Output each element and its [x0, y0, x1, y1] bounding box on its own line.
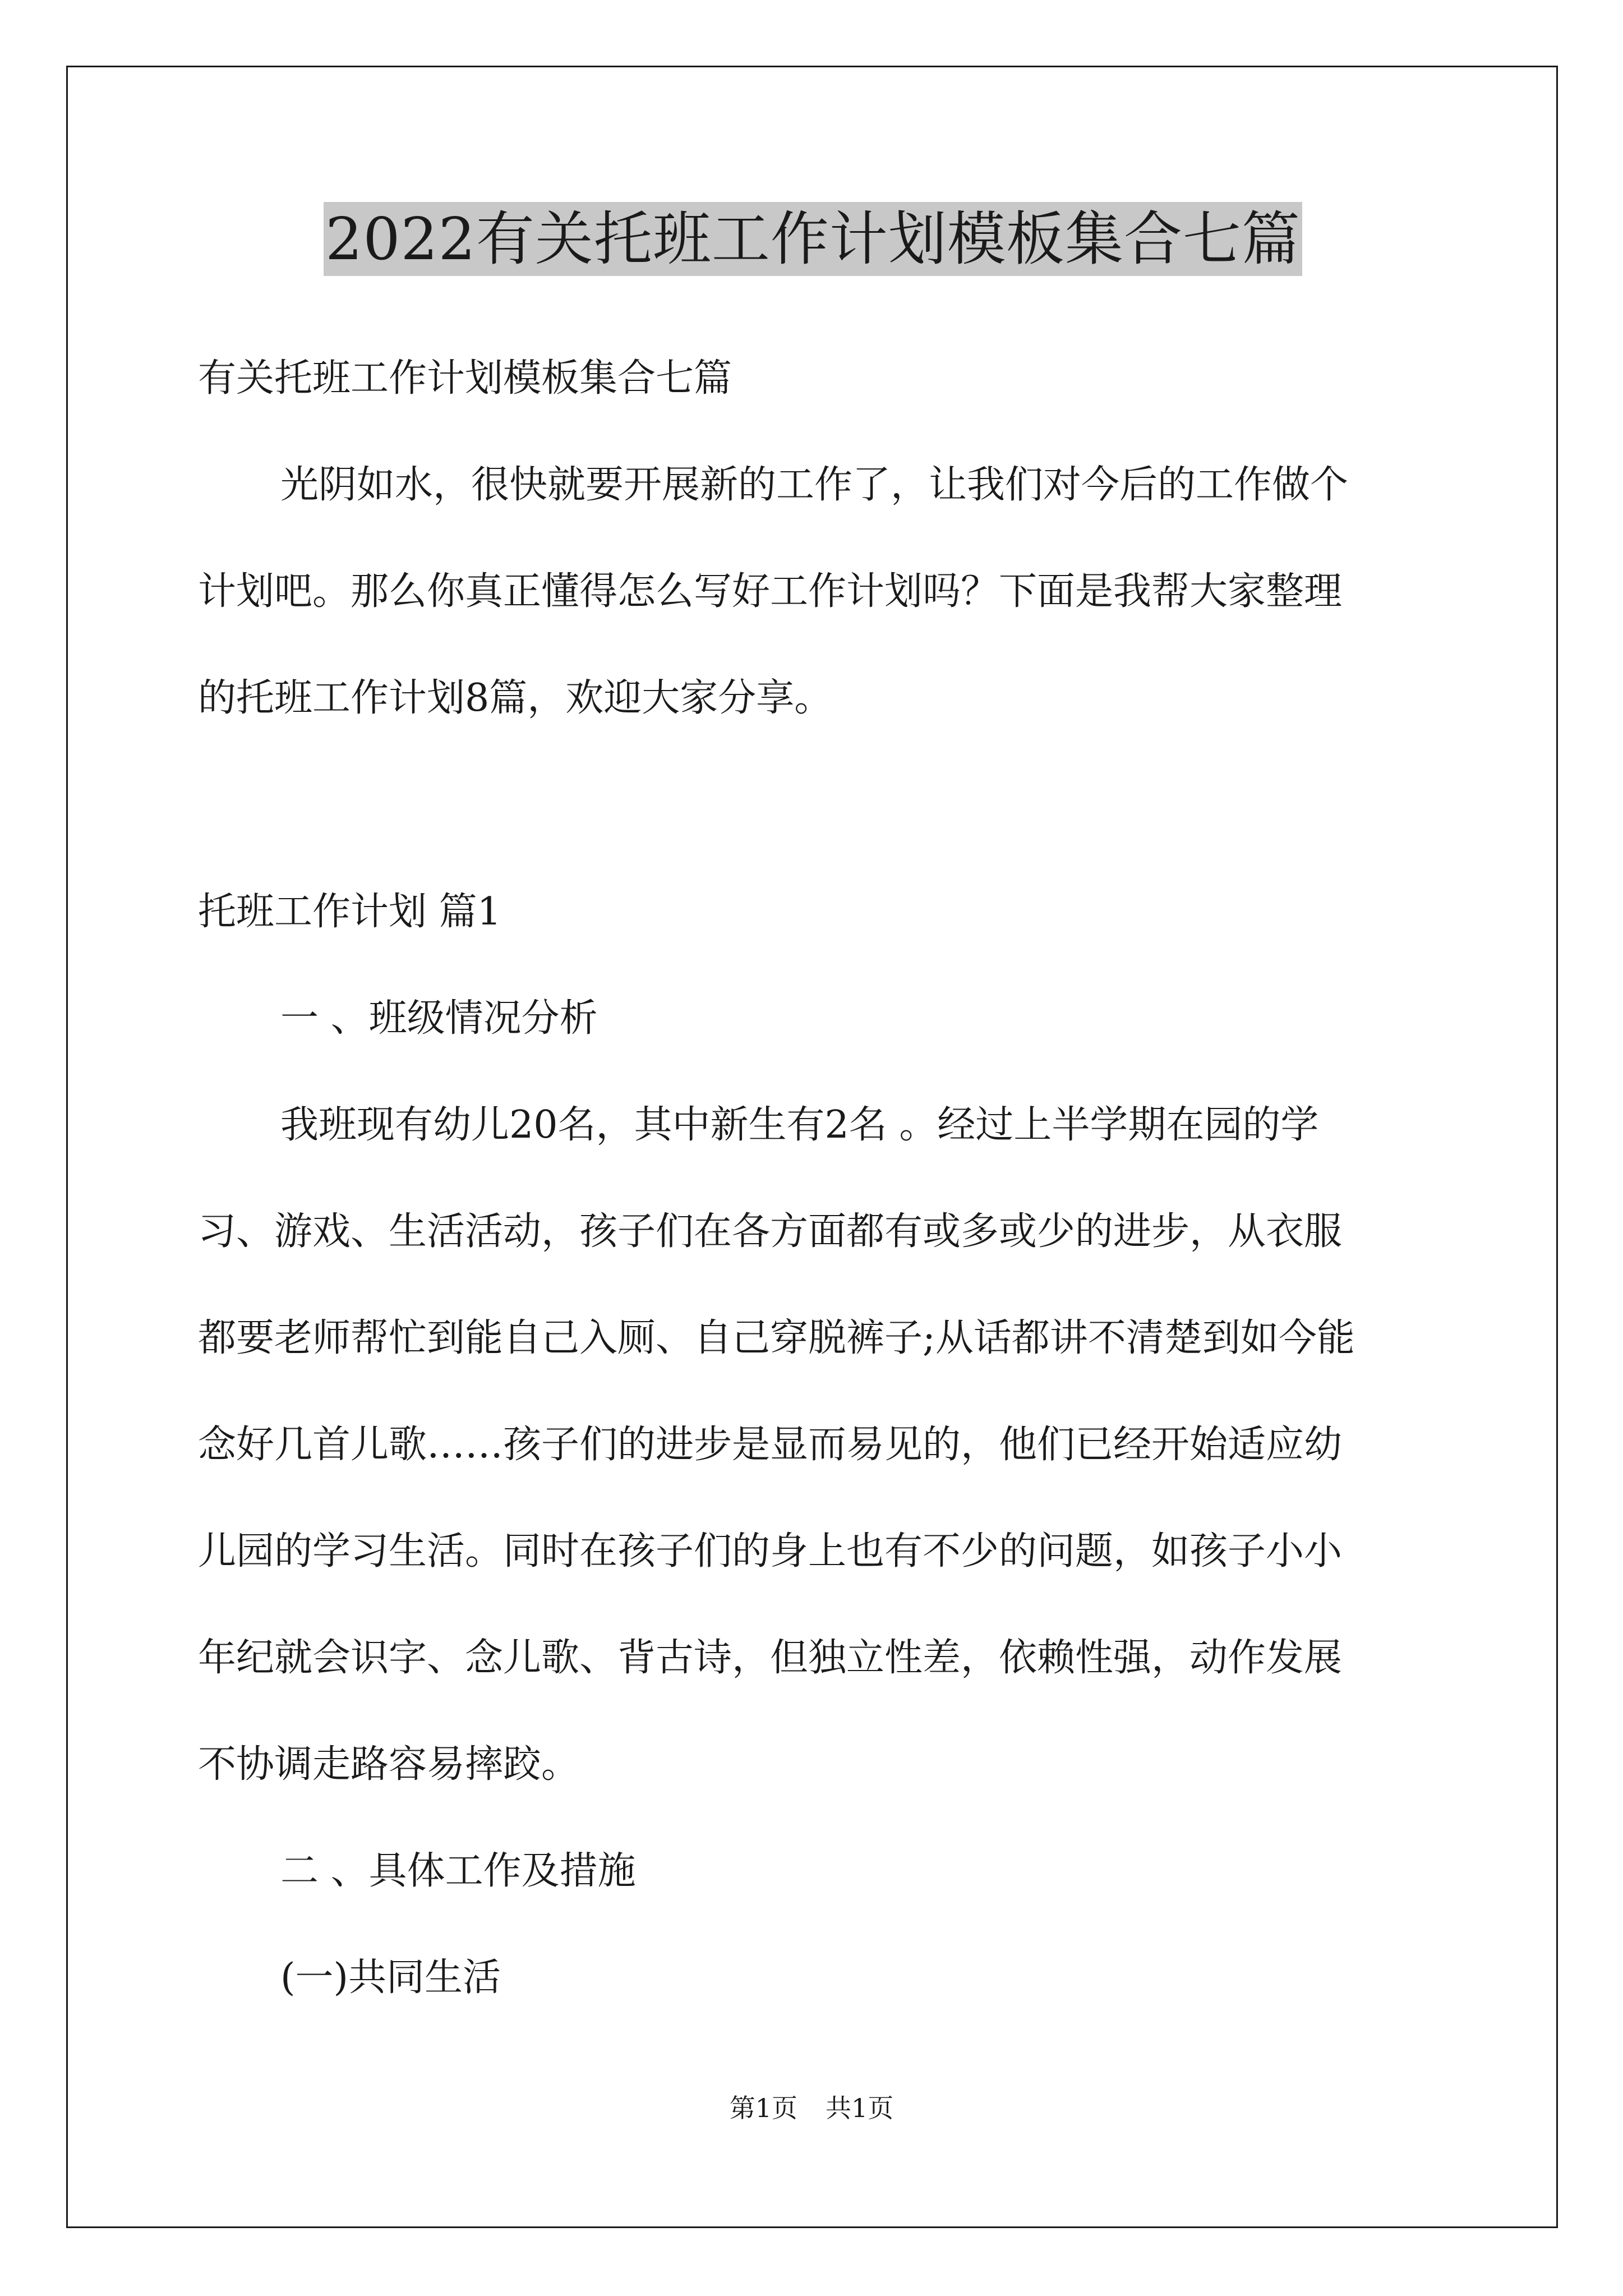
- document-subtitle: 有关托班工作计划模板集合七篇: [198, 356, 732, 401]
- part-one-heading: 一 、班级情况分析: [280, 996, 598, 1041]
- page-number-total: 共1页: [826, 2093, 894, 2123]
- paragraph-line-1: 我班现有幼儿20名，其中新生有2名 。经过上半学期在园的学: [280, 1103, 1319, 1147]
- intro-line-1: 光阴如水，很快就要开展新的工作了，让我们对今后的工作做个: [280, 463, 1349, 507]
- document-title: 2022有关托班工作计划模板集合七篇: [324, 202, 1302, 276]
- paragraph-line-5: 儿园的学习生活。同时在孩子们的身上也有不少的问题，如孩子小小: [198, 1529, 1343, 1573]
- paragraph-line-6: 年纪就会识字、念儿歌、背古诗，但独立性差，依赖性强，动作发展: [198, 1636, 1343, 1680]
- page-footer: [0, 2091, 1623, 2125]
- paragraph-line-7: 不协调走路容易摔跤。: [198, 1742, 580, 1787]
- paragraph-line-2: 习、游戏、生活活动，孩子们在各方面都有或多或少的进步，从衣服: [198, 1209, 1343, 1254]
- part-two-heading: 二 、具体工作及措施: [280, 1849, 636, 1893]
- section-heading: 托班工作计划 篇1: [198, 890, 501, 934]
- page-number-current: 第1页: [729, 2093, 797, 2123]
- paragraph-line-3: 都要老师帮忙到能自己入厕、自己穿脱裤子;从话都讲不清楚到如今能: [198, 1316, 1355, 1360]
- part-two-subheading: (一)共同生活: [280, 1955, 501, 2000]
- paragraph-line-4: 念好几首儿歌……孩子们的进步是显而易见的，他们已经开始适应幼: [198, 1423, 1343, 1467]
- intro-line-3: 的托班工作计划8篇，欢迎大家分享。: [198, 676, 833, 720]
- intro-line-2: 计划吧。那么你真正懂得怎么写好工作计划吗？下面是我帮大家整理: [198, 569, 1343, 614]
